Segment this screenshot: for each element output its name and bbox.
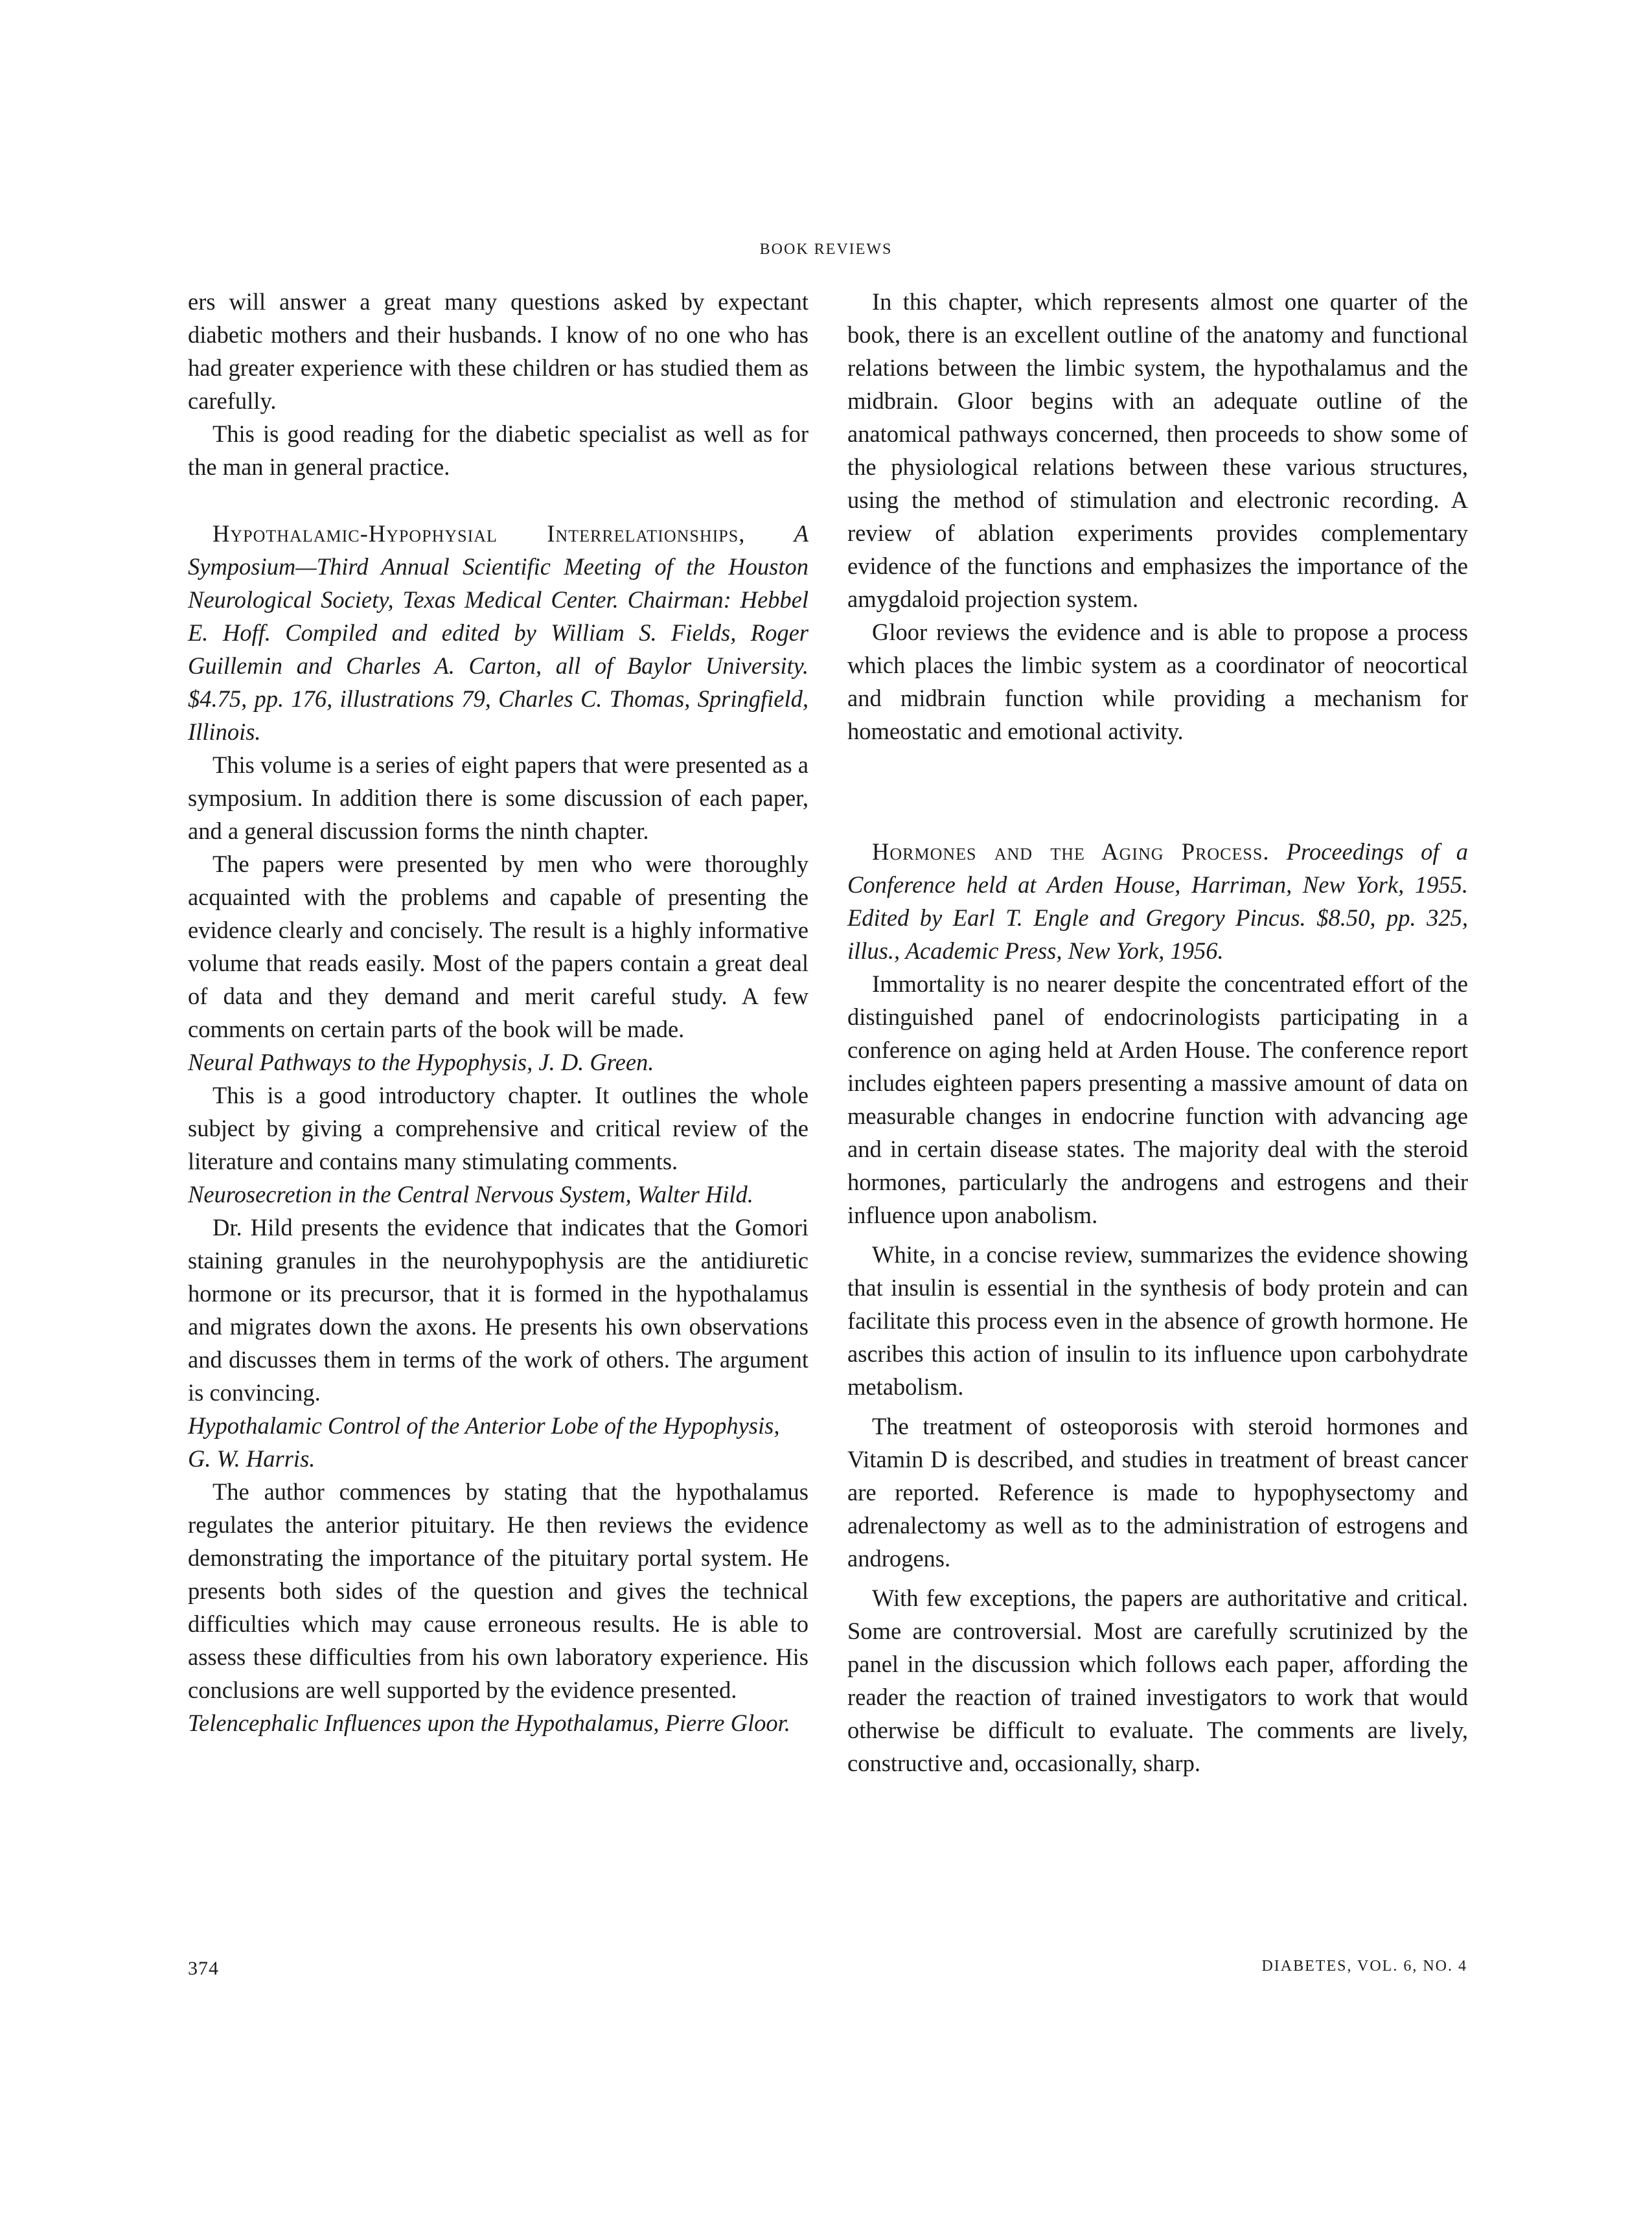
paragraph: Immortality is no nearer despite the concentrated effort of the distinguished panel of endocrinologists participating in a conference on aging held at Arden House. The conference report includes eighteen papers presenting a massive amount of data on measurable changes in endocrine function with advancing age and in certain disease states. The majority deal with the steroid hormones, particularly the androgens and estrogens and their influence upon anabolism. <box>847 970 1468 1228</box>
chapter-subheading: Neurosecretion in the Central Nervous System, Walter Hild. <box>188 1181 753 1208</box>
paragraph: This volume is a series of eight papers that were presented as a symposium. In addition there is some discussion of each paper, and a general discussion forms the ninth chapter. <box>188 751 809 844</box>
right-column <box>847 285 1468 1780</box>
review-bibliographic-info: Proceedings of a Conference held at Arden House, Harriman, New York, 1955. Edited by Earl T. Engle and Gregory Pincus. $8.50, pp. 325, illus., Academic Press, New York, 1956. <box>847 838 1469 964</box>
paragraph: White, in a concise review, summarizes the evidence showing that insulin is essential in the synthesis of body protein and can facilitate this process even in the absence of growth hormone. He ascribes this action of insulin to its influence upon carbohydrate metabolism. <box>847 1241 1468 1400</box>
review-bibliographic-info: A Symposium—Third Annual Scientific Meeting of the Houston Neurological Society, Texas Medical Center. Chairman: Hebbel E. Hoff. Compiled and edited by William S. Fields, Roger Guillemin and Charles A. Carton, all of Baylor University. $4.75, pp. 176, illustrations 79, Charles C. Thomas, Springfield, Illinois. <box>188 520 809 745</box>
review-heading-aging <box>847 835 1468 967</box>
review-title: Hypothalamic-Hypophysial Interrelationships, <box>212 520 746 547</box>
review-heading-hypothalamic <box>188 517 809 748</box>
paragraph: In this chapter, which represents almost one quarter of the book, there is an excellent outline of the anatomy and functional relations between the limbic system, the hypothalamus and the midbrain. Gloor begins with an adequate outline of the anatomical pathways concerned, then proceeds to show some of the physiological relations between these various structures, using the method of stimulation and electronic recording. A review of ablation experiments provides complementary evidence of the functions and emphasizes the importance of the amygdaloid projection system. <box>847 288 1468 612</box>
running-head: BOOK REVIEWS <box>759 241 893 258</box>
chapter-subheading: Telencephalic Influences upon the Hypothalamus, Pierre Gloor. <box>188 1710 790 1736</box>
paragraph: This is a good introductory chapter. It outlines the whole subject by giving a comprehensive and critical review of the literature and contains many stimulating comments. <box>188 1082 809 1175</box>
review-title: Hormones and the Aging Process. <box>872 838 1270 865</box>
paragraph: Gloor reviews the evidence and is able to propose a process which places the limbic system as a coordinator of neocortical and midbrain function while providing a mechanism for homeostatic and emotional activity. <box>847 619 1468 744</box>
left-column <box>188 285 809 1739</box>
paragraph: With few exceptions, the papers are authoritative and critical. Some are controversial. Most are carefully scrutinized by the panel in the discussion which follows each paper, affording the reader the reaction of trained investigators to work that would otherwise be difficult to evaluate. The comments are lively, constructive and, occasionally, sharp. <box>847 1585 1468 1776</box>
chapter-subheading: Neural Pathways to the Hypophysis, J. D. Green. <box>188 1049 654 1075</box>
paragraph: The author commences by stating that the hypothalamus regulates the anterior pituitary. He then reviews the evidence demonstrating the importance of the pituitary portal system. He presents both sides of the question and gives the technical difficulties which may cause erroneous results. He is able to assess these difficulties from his own laboratory experience. His conclusions are well supported by the evidence presented. <box>188 1478 809 1703</box>
chapter-subheading: Hypothalamic Control of the Anterior Lobe of the Hypophysis, G. W. Harris. <box>188 1412 780 1472</box>
section-spacer <box>847 748 1468 835</box>
journal-citation: DIABETES, VOL. 6, NO. 4 <box>1261 1958 1467 1975</box>
paragraph: The papers were presented by men who were thoroughly acquainted with the problems and capable of presenting the evidence clearly and concisely. The result is a highly informative volume that reads easily. Most of the papers contain a great deal of data and they demand and merit careful study. A few comments on certain parts of the book will be made. <box>188 851 809 1042</box>
paragraph: This is good reading for the diabetic specialist as well as for the man in general practice. <box>188 420 809 480</box>
continued-paragraph: ers will answer a great many questions asked by expectant diabetic mothers and their husbands. I know of no one who has had greater experience with these children or has studied them as carefully. <box>188 288 809 414</box>
page-number: 374 <box>188 1958 219 1979</box>
section-spacer <box>188 483 809 517</box>
paragraph: Dr. Hild presents the evidence that indicates that the Gomori staining granules in the neurohypophysis are the antidiuretic hormone or its precursor, that it is formed in the hypothalamus and migrates down the axons. He presents his own observations and discusses them in terms of the work of others. The argument is convincing. <box>188 1214 809 1406</box>
paragraph: The treatment of osteoporosis with steroid hormones and Vitamin D is described, and studies in treatment of breast cancer are reported. Reference is made to hypophysectomy and adrenalectomy as well as to the administration of estrogens and androgens. <box>847 1413 1468 1572</box>
